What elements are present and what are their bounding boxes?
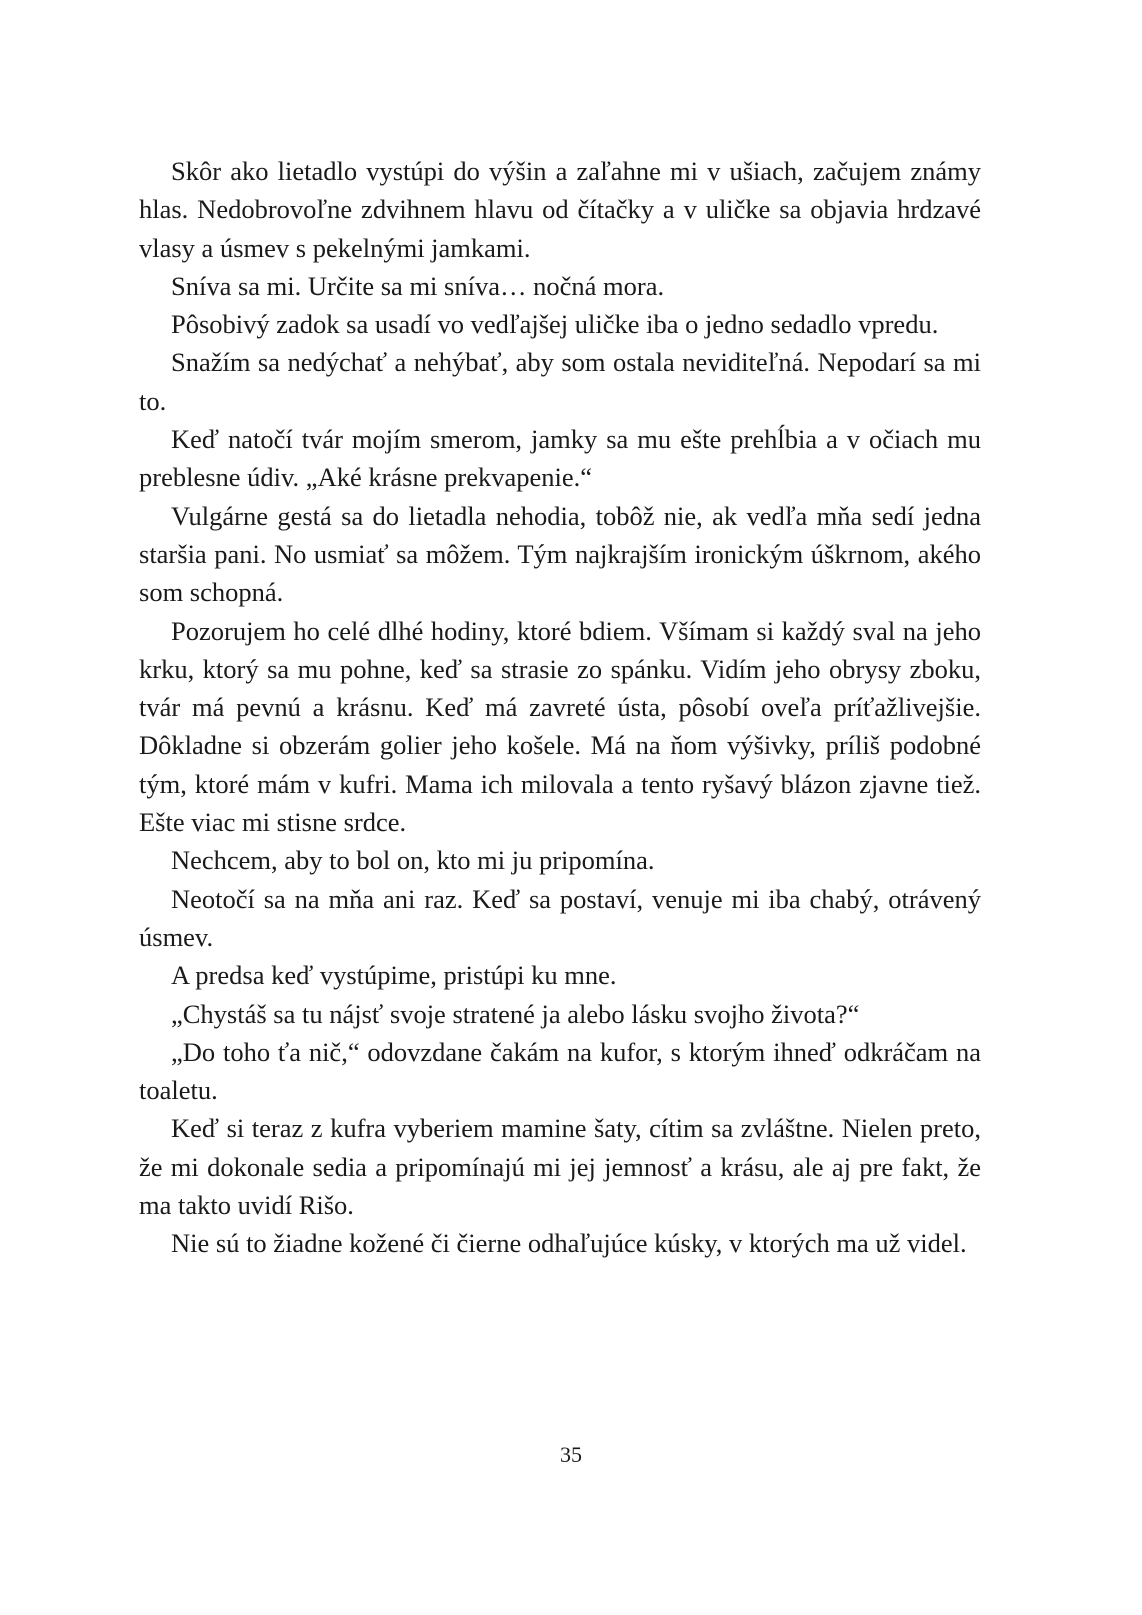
paragraph: A predsa keď vystúpime, pristúpi ku mne. <box>171 960 617 991</box>
paragraph: Pôsobivý zadok sa usadí vo vedľajšej uličke iba o jedno sedadlo vpredu. <box>171 309 939 340</box>
paragraph: Nechcem, aby to bol on, kto mi ju pripomína. <box>171 845 655 876</box>
paragraph: Neotočí sa na mňa ani raz. Keď sa postaví, venuje mi iba chabý, otrávený úsmev. <box>139 883 981 952</box>
paragraph: „Do toho ťa nič,“ odovzdane čakám na kufor, s ktorým ihneď odkráčam na toaletu. <box>139 1036 981 1106</box>
paragraph: Sníva sa mi. Určite sa mi sníva… nočná mora. <box>171 270 665 301</box>
paragraph: Vulgárne gestá sa do lietadla nehodia, tobôž nie, ak vedľa mňa sedí jedna staršia pani. No usmiať sa môžem. Tým najkrajším ironickým úškrnom, akého som schopná. <box>139 500 981 608</box>
paragraph: „Chystáš sa tu nájsť svoje stratené ja alebo lásku svojho života?“ <box>171 998 860 1029</box>
paragraph: Pozorujem ho celé dlhé hodiny, ktoré bdiem. Všímam si každý sval na jeho krku, ktorý sa mu pohne, keď sa strasie zo spánku. Vidím jeho obrysy zboku, tvár má pevnú a krásnu. Keď má zavreté ústa, pôsobí oveľa príťažlivejšie. Dôkladne si obzerám golier jeho košele. Má na ňom výšivky, príliš podobné tým, ktoré mám v kufri. Mama ich milovala a tento ryšavý blázon zjavne tiež. Ešte viac mi stisne srdce. <box>139 615 981 838</box>
paragraph: Skôr ako lietadlo vystúpi do výšin a zaľahne mi v ušiach, začujem známy hlas. Nedobrovoľne zdvihnem hlavu od čítačky a v uličke sa objavia hrdzavé vlasy a úsmev s pekelnými jamkami. <box>139 156 981 263</box>
paragraph: Snažím sa nedýchať a nehýbať, aby som ostala neviditeľná. Nepodarí sa mi to. <box>139 347 981 416</box>
paragraph: Keď si teraz z kufra vyberiem mamine šaty, cítim sa zvláštne. Nielen preto, že mi dokonale sedia a pripomínajú mi jej jemnosť a krásu, ale aj pre fakt, že ma takto uvidí Rišo. <box>139 1113 981 1221</box>
page-number: 35 <box>560 1442 582 1467</box>
paragraph: Keď natočí tvár mojím smerom, jamky sa mu ešte prehĺbia a v očiach mu preblesne údiv. „Aké krásne prekvapenie.“ <box>139 424 981 493</box>
body-text <box>139 152 981 1263</box>
paragraph: Nie sú to žiadne kožené či čierne odhaľujúce kúsky, v ktorých ma už videl. <box>171 1228 967 1259</box>
